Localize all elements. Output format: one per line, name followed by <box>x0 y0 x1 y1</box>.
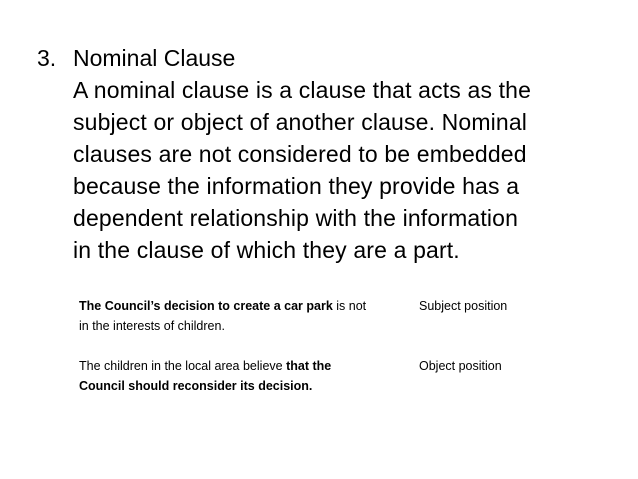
list-item-nominal-clause <box>37 42 617 266</box>
definition-line: in the clause of which they are a part. <box>73 237 460 263</box>
example-position-label: Subject position <box>419 299 508 313</box>
definition-line: subject or object of another clause. Nominal <box>73 109 528 135</box>
example-row-subject <box>79 296 549 336</box>
nominal-clause-highlight: The Council’s decision to create a car park <box>79 299 333 313</box>
item-number: 3. <box>37 45 57 71</box>
example-line: in the interests of children. <box>79 319 225 333</box>
example-sentence <box>79 296 419 336</box>
example-line <box>79 296 419 316</box>
example-row-object <box>79 356 549 396</box>
definition-line: A nominal clause is a clause that acts as the <box>73 77 532 103</box>
example-sentence <box>79 356 419 396</box>
item-heading <box>37 42 617 74</box>
example-line <box>79 356 419 376</box>
example-position-label: Object position <box>419 359 502 373</box>
example-text: The children in the local area believe <box>79 359 287 373</box>
definition-line: dependent relationship with the information <box>73 205 519 231</box>
example-text: is not <box>332 299 367 313</box>
definition-line: clauses are not considered to be embedded <box>73 141 527 167</box>
item-title: Nominal Clause <box>73 45 236 71</box>
examples-table <box>79 296 549 416</box>
definition-line: because the information they provide has a <box>73 173 520 199</box>
nominal-clause-highlight: Council should reconsider its decision. <box>79 379 313 393</box>
definition-paragraph <box>73 74 617 266</box>
nominal-clause-highlight: that the <box>286 359 332 373</box>
